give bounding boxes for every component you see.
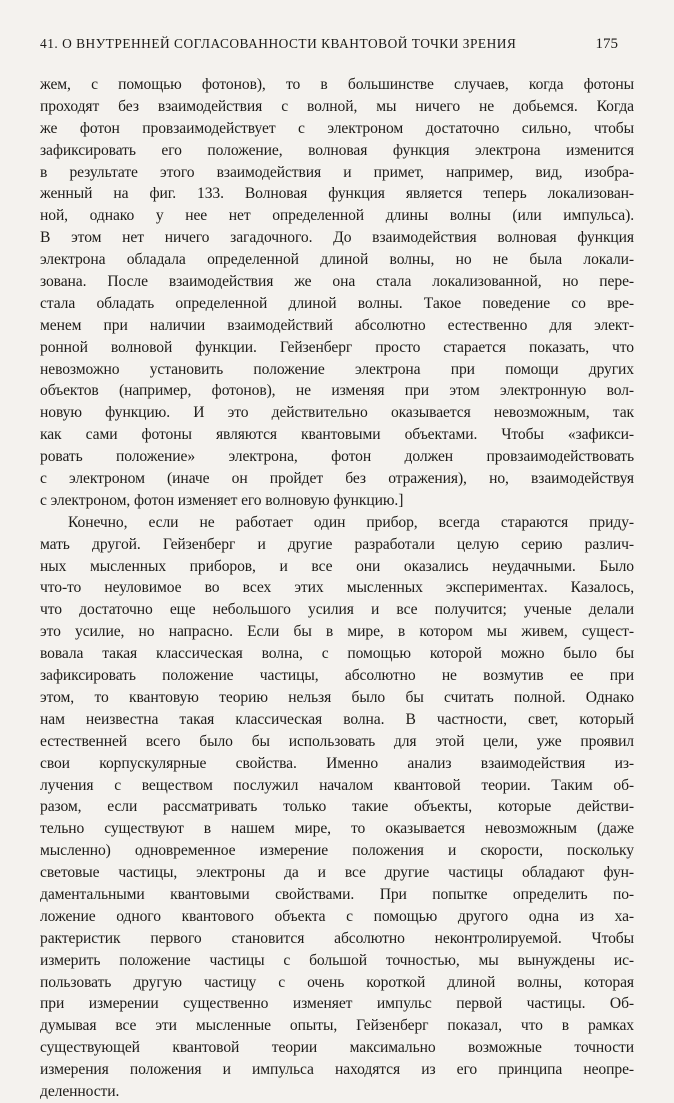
text-line: зована. После взаимодействия же она стала локализованной, но пере- [40, 273, 634, 291]
text-line: Конечно, если не работает один прибор, всегда стараются приду- [68, 513, 634, 531]
text-line: с электроном, фотон изменяет его волновую функцию.] [40, 491, 404, 509]
text-line: жем, с помощью фотонов), то в большинстве случаев, когда фотоны [40, 76, 634, 93]
text-line: электрона обладала определенной длиной волны, но не была локали- [40, 251, 634, 269]
text-line: проходят без взаимодействия с волной, мы ничего не добьемся. Когда [40, 97, 634, 115]
text-line: ной, однако у нее нет определенной длины волны (или импульса). [40, 207, 634, 225]
text-line: естественней всего было бы использовать для этой цели, уже проявил [40, 732, 634, 750]
text-line: зафиксировать его положение, волновая функция электрона изменится [40, 141, 634, 159]
page-number: 175 [595, 36, 618, 52]
text-line: же фотон провзаимодействует с электроном достаточно сильно, чтобы [40, 119, 634, 137]
text-line: думывая все эти мысленные опыты, Гейзенберг показал, что в рамках [40, 1017, 634, 1035]
text-line: что-то неуловимое во всех этих мысленных экспериментах. Казалось, [40, 579, 634, 597]
text-line: это усилие, но напрасно. Если бы в мире, в котором мы живем, сущест- [40, 623, 634, 641]
text-line: объектов (например, фотонов), не изменяя при этом электронную вол- [40, 382, 634, 400]
text-line: вовала такая классическая волна, с помощью которой можно было бы [40, 645, 634, 663]
text-line: этом, то квантовую теорию нельзя было бы считать полной. Однако [40, 688, 634, 706]
text-line: нам неизвестна такая классическая волна. В частности, свет, который [40, 710, 634, 728]
text-line: существующей квантовой теории максимально возможные точности [40, 1039, 634, 1057]
text-line: в результате этого взаимодействия и примет, например, вид, изобра- [40, 163, 634, 181]
text-line: как сами фотоны являются квантовыми объектами. Чтобы «зафикси- [40, 426, 634, 444]
text-line: что достаточно еще небольшого усилия и все получится; ученые делали [40, 601, 634, 619]
text-line: В этом нет ничего загадочного. До взаимодействия волновая функция [40, 229, 634, 247]
text-line: ронной волновой функции. Гейзенберг просто старается показать, что [40, 338, 634, 356]
text-line: свои корпускулярные свойства. Именно анализ взаимодействия из- [40, 754, 634, 772]
text-line: зафиксировать положение частицы, абсолютно не возмутив ее при [40, 667, 634, 685]
running-title: 41. О ВНУТРЕННЕЙ СОГЛАСОВАННОСТИ КВАНТОВОЙ ТОЧКИ ЗРЕНИЯ [40, 36, 517, 51]
text-line: измерения положения и импульса находятся из его принципа неопре- [40, 1061, 634, 1079]
text-line: деленности. [40, 1082, 120, 1100]
text-line: невозможно установить положение электрона при помощи других [40, 360, 634, 378]
text-line: при измерении существенно изменяет импульс первой частицы. Об- [40, 995, 634, 1013]
text-line: ровать положение» электрона, фотон должен провзаимодействовать [40, 448, 634, 466]
text-line: лучения с веществом послужил началом квантовой теории. Таким об- [40, 776, 634, 794]
text-line: измерить положение частицы с большой точностью, мы вынуждены ис- [40, 951, 634, 969]
text-line: женный на фиг. 133. Волновая функция является теперь локализован- [40, 185, 634, 203]
text-line: рактеристик первого становится абсолютно неконтролируемой. Чтобы [40, 929, 634, 947]
body-text [40, 74, 634, 1103]
text-line: ложение одного квантового объекта с помощью другого одна из ха- [40, 907, 634, 925]
text-line: разом, если рассматривать только такие объекты, которые действи- [40, 798, 634, 816]
running-header [40, 36, 618, 53]
text-line: мать другой. Гейзенберг и другие разработали целую серию различ- [40, 535, 634, 553]
text-line: световые частицы, электроны да и все другие частицы обладают фун- [40, 864, 634, 882]
text-line: менем при наличии взаимодействий абсолютно естественно для элект- [40, 316, 634, 334]
text-line: стала обладать определенной длиной волны. Такое поведение со вре- [40, 294, 634, 312]
text-line: мысленно) одновременное измерение положения и скорости, поскольку [40, 842, 634, 860]
paragraph [40, 512, 634, 1103]
text-line: пользовать другую частицу с очень короткой длиной волны, которая [40, 973, 634, 991]
text-line: новую функцию. И это действительно оказывается невозможным, так [40, 404, 634, 422]
paragraph [40, 74, 634, 512]
text-line: тельно существуют в нашем мире, то оказывается невозможным (даже [40, 820, 634, 838]
text-line: ных мысленных приборов, и все они оказались неудачными. Было [40, 557, 634, 575]
text-line: даментальными квантовыми свойствами. При попытке определить по- [40, 885, 634, 903]
text-line: с электроном (иначе он пройдет без отражения), но, взаимодействуя [40, 470, 634, 488]
